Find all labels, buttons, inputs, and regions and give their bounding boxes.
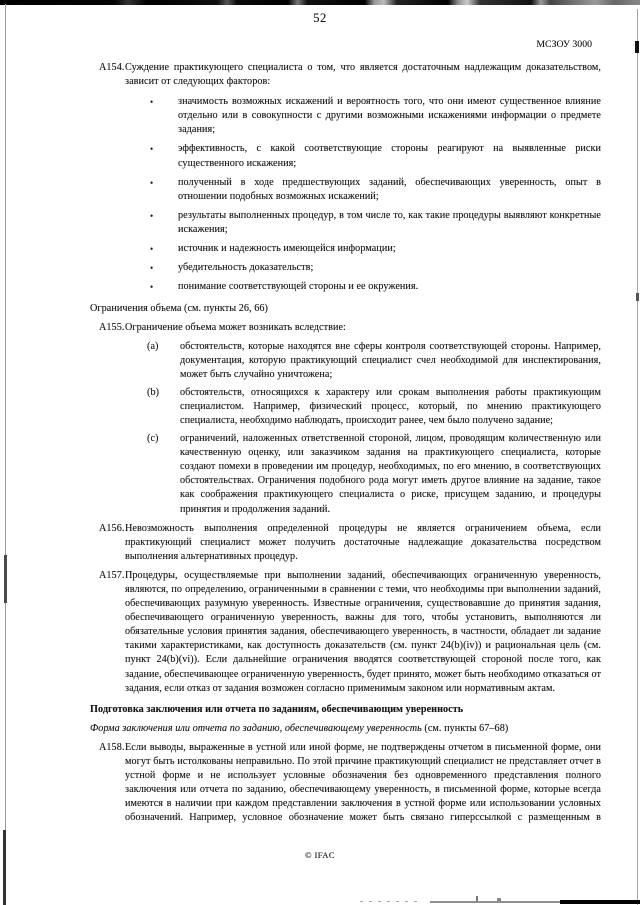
- lettered-item-text: обстоятельств, относящихся к характеру или срокам выполнения работы практикующим специалистом. Например, физический процесс, который, по мнению практикующего специалиста, необходимо наблюдать, происходит ранее, чем было получено задание;: [180, 386, 601, 426]
- paragraph-label: A155.: [99, 322, 125, 334]
- paragraph-a157: [90, 569, 601, 696]
- scan-bottom-edge-dark: [560, 900, 640, 904]
- scan-right-edge-mark: [636, 293, 639, 301]
- subheading-report-form-title: Форма заключения или отчета по заданию, обеспечивающему уверенность: [90, 722, 422, 734]
- scan-bottom-tick: [497, 898, 501, 901]
- bullet-text: убедительность доказательств;: [178, 262, 314, 274]
- bullet-item: [125, 261, 601, 275]
- bullet-icon: •: [150, 177, 154, 188]
- scan-right-edge-mark: [635, 41, 639, 53]
- lettered-item-marker: (c): [147, 433, 159, 445]
- bullet-item: [125, 95, 601, 137]
- bullet-icon: •: [150, 263, 154, 274]
- page-content: [90, 56, 601, 826]
- paragraph-text: Если выводы, выраженные в устной или иной форме, не подтверждены отчетом в письменной форме, они могут быть истолкованы неправильно. По этой причине практикующий специалист не представляет отчет в устной форме и не использует условные обозначения без одновременного представления полного заключения или отчета по заданию, обеспечивающему уверенность, в письменной форме, которые всегда имеются в наличии при каждом представлении заключения в устной форме или использовании условных обозначений. Например, условное обозначение может быть связано гиперссылкой с размещенным в: [125, 741, 601, 824]
- scan-left-edge-mark: [4, 555, 7, 603]
- paragraph-text: Процедуры, осуществляемые при выполнении заданий, обеспечивающих ограниченную уверенность, являются, по определению, ограниченными в сравнении с теми, что необходимы при выполнении заданий, обеспечивающих разумную уверенность. Известные ограничения, существовавшие до принятия задания, обеспечивающего ограниченную уверенность, важны для того, чтобы установить, выполняются ли обязательные условия принятия задания, обеспечивающего уверенность, в частности, обладает ли задание такими характеристиками, как доступность доказательств (см. пункт 24(b)(iv)) и рациональная цель (см. пункт 24(b)(vi)). Если дальнейшие ограничения вводятся соответствующей стороной после того, как задание, обеспечивающее ограниченную уверенность, будет принято, может быть необходимо отказаться от задания, если отказ от задания возможен согласно применимым законом или нормативным актам.: [125, 569, 601, 694]
- paragraph-a155: [90, 321, 601, 516]
- paragraph-text: Суждение практикующего специалиста о том, что является достаточным надлежащим доказательством, зависит от следующих факторов:: [125, 62, 601, 88]
- scan-left-edge: [5, 4, 6, 905]
- bullet-icon: •: [150, 97, 154, 108]
- bullet-text: значимость возможных искажений и вероятность того, что они имеют существенное влияние отдельно или в совокупности с другими возможными искажениями информации о предмете задания;: [178, 96, 601, 136]
- paragraph-text: Невозможность выполнения определенной процедуры не является ограничением объема, если практикующий специалист может получить достаточные надлежащие доказательства посредством выполнения альтернативных процедур.: [125, 522, 601, 562]
- bullet-item: [125, 142, 601, 170]
- subheading-report-form: [90, 722, 601, 736]
- bullet-item: [125, 176, 601, 204]
- bullet-icon: •: [150, 210, 154, 221]
- bullet-item: [125, 242, 601, 256]
- paragraph-a156: [90, 522, 601, 564]
- footer-copyright: © IFAC: [304, 850, 336, 860]
- bullet-icon: •: [150, 282, 154, 293]
- lettered-item-text: обстоятельств, которые находятся вне сферы контроля соответствующей стороны. Например, документация, которую практикующий специалист счел необходимой для инспектирования, может быть случайно уничтожена;: [180, 340, 601, 380]
- lettered-list: [125, 340, 601, 517]
- bullet-icon: •: [150, 244, 154, 255]
- paragraph-label: A157.: [99, 569, 125, 581]
- lettered-item-text: ограничений, наложенных ответственной стороной, лицом, проводящим количественную или качественную оценку, или заказчиком задания на практикующего специалиста, которые создают помехи в проведении им процедур, необходимых, по его мнению, в соответствующих обстоятельствах. Ограничения подобного рода могут иметь другое влияние на задание, такое как соображения практикующего специалиста о риске, присущем заданию, и процедуры принятия и продолжения заданий.: [180, 433, 601, 515]
- scan-bottom-edge: [430, 901, 562, 903]
- page-number: 52: [313, 11, 327, 25]
- paragraph-label: A156.: [99, 522, 125, 534]
- paragraph-label: A154.: [99, 62, 125, 73]
- lettered-item: [125, 340, 601, 382]
- paragraph-label: A158.: [99, 741, 125, 753]
- lettered-item-marker: (b): [147, 386, 160, 398]
- bullet-text: эффективность, с какой соответствующие стороны реагируют на выявленные риски существенного искажения;: [178, 143, 601, 169]
- lettered-item-marker: (a): [147, 340, 159, 352]
- bullet-item: [125, 280, 601, 294]
- lettered-item: [125, 386, 601, 428]
- bullet-icon: •: [150, 144, 154, 155]
- scan-right-edge: [637, 9, 638, 905]
- bullet-list: [125, 95, 601, 294]
- bullet-text: результаты выполненных процедур, в том числе то, как такие процедуры выявляют конкретные искажения;: [178, 209, 601, 235]
- doc-code: МСЗОУ 3000: [536, 39, 592, 50]
- paragraph-text: Ограничение объема может возникать вследствие:: [125, 322, 346, 334]
- scan-bottom-edge-dots: [360, 901, 420, 902]
- bullet-text: источник и надежность имеющейся информации;: [178, 243, 396, 255]
- bullet-item: [125, 209, 601, 237]
- scan-top-edge: [0, 0, 640, 5]
- bullet-text: понимание соответствующей стороны и ее окружения.: [178, 281, 419, 293]
- subheading-report-form-ref: (см. пункты 67–68): [421, 722, 509, 734]
- scan-left-edge-mark: [3, 830, 6, 905]
- scan-bottom-tick: [476, 896, 478, 901]
- lettered-item: [125, 432, 601, 517]
- section-heading-report-preparation: Подготовка заключения или отчета по заданиям, обеспечивающим уверенность: [90, 703, 464, 715]
- paragraph-a158: [90, 741, 601, 826]
- section-heading-scope-limitations: Ограничения объема (см. пункты 26, 66): [90, 303, 268, 315]
- bullet-text: полученный в ходе предшествующих заданий, обеспечивающих уверенность, опыт в отношении подобных возможных искажений;: [178, 176, 601, 202]
- paragraph-a154: [90, 61, 601, 294]
